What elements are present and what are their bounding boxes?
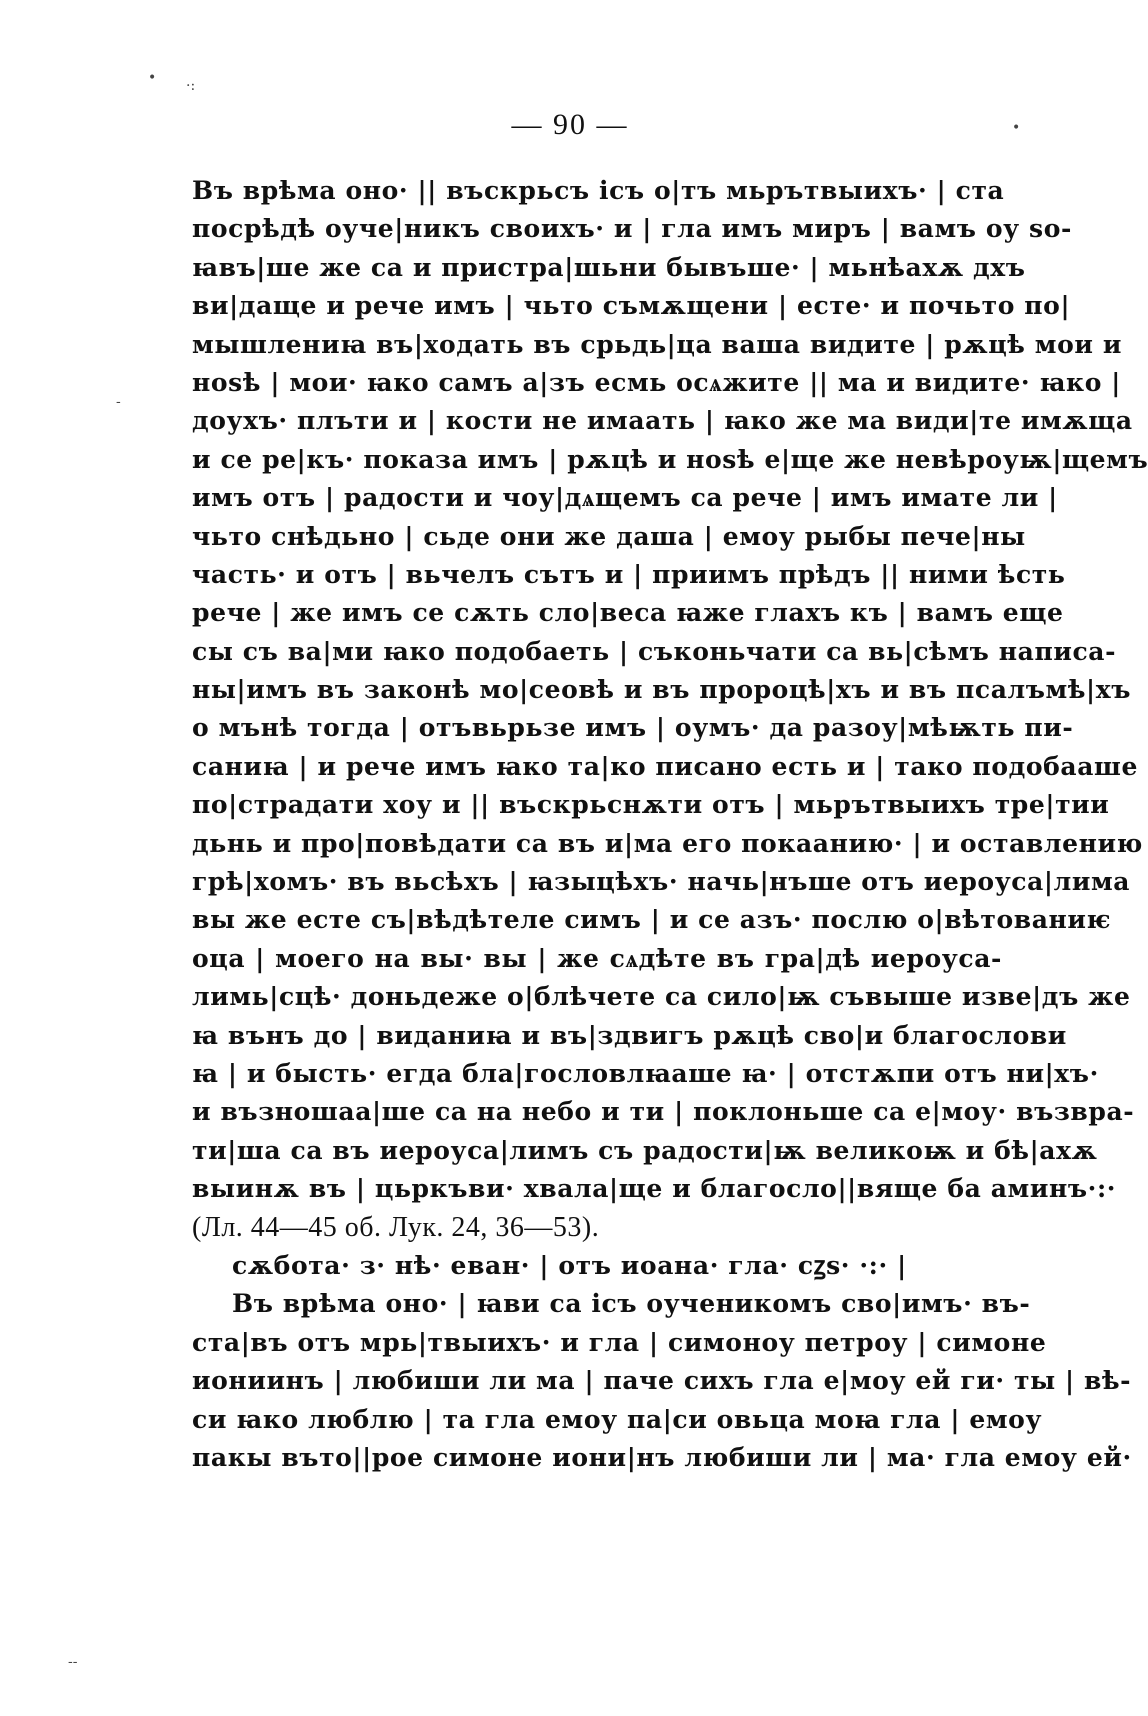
text-line: Въ врѣма оно· || въскрьсъ ісъ о|тъ мьрътвыихъ· | ста	[192, 176, 1005, 205]
text-line: чьто снѣдьно | сьде они же даша | емоу рыбы пече|ны	[192, 521, 1026, 551]
text-line: о мънѣ тогда | отъвьрьзе имъ | оумъ· да разоу|мѣѭть пи-	[192, 713, 1074, 743]
passage-text	[192, 172, 1148, 1477]
text-line: по|страдати хоу и || въскрьснѫти отъ | мьрътвыихъ тре|тии	[192, 790, 1110, 820]
text-line: и възношаа|ше са на небо и ти | поклоньше са е|моу· възвра-	[192, 1097, 1135, 1127]
margin-mark-1: •	[148, 70, 157, 86]
text-line: лимь|сцѣ· доньдеже о|блѣчете са сило|ѭ съвыше изве|дъ же	[192, 982, 1131, 1012]
text-line: ви|даще и рече имъ | чьто съмѫщени | есте· и почьто по|	[192, 291, 1071, 321]
text-line: и се ре|къ· показа имъ | рѫцѣ и ноѕѣ е|ще же невѣроуѭ|щемъ	[192, 444, 1148, 474]
margin-mark-4: -	[116, 394, 121, 410]
text-line: Въ врѣма оно· | ꙗви са ісъ оученикомъ сво|имъ· въ-	[232, 1289, 1031, 1319]
text-line: сы съ ва|ми ꙗко подобаеть | съконьчати са вь|сѣмъ написа-	[192, 636, 1117, 666]
text-line: мышлениꙗ въ|ходать въ срьдь|ца ваша видите | рѫцѣ мои и	[192, 329, 1122, 359]
text-line: доухъ· плъти и | кости не имаать | ꙗко же ма види|те имѫща	[192, 406, 1133, 436]
text-line: дьнь и про|повѣдати са въ и|ма его покаанию· | и оставлению	[192, 828, 1143, 858]
text-line: рече | же имъ се сѫть сло|веса ꙗже глахъ къ | вамъ еще	[192, 598, 1064, 628]
margin-mark-2: ·:	[186, 78, 196, 94]
text-line: иониинъ | любиши ли ма | паче сихъ гла е|моу ей ги· ты | вѣ-	[192, 1366, 1132, 1396]
margin-mark-5: --	[68, 1654, 78, 1670]
text-line: вы же есте съ|вѣдѣтеле симъ | и се азъ· послю о|вѣтованиѥ	[192, 905, 1112, 935]
text-line: выинѫ въ | цьркъви· хвала|ще и благосло||вяще ба аминъ·:·	[192, 1174, 1117, 1204]
text-line: оца | моего на вы· вы | же сѧдѣте въ гра|дѣ иероуса-	[192, 943, 1002, 973]
text-line: часть· и отъ | вьчелъ сътъ и | приимъ прѣдъ || ними ѣсть	[192, 559, 1066, 589]
text-line: посрѣдѣ оуче|никъ своихъ· и | гла имъ миръ | вамъ оу ѕо-	[192, 214, 1072, 244]
text-line: ти|ша са въ иероуса|лимъ съ радости|ѭ великоѭ и бѣ|ахѫ	[192, 1135, 1098, 1165]
text-line: саниꙗ | и рече имъ ꙗко та|ко писано есть и | тако подобааше	[192, 751, 1138, 781]
text-line: ꙗ | и бысть· егда бла|гословлꙗаше ꙗ· | отстѫпи отъ ни|хъ·	[192, 1058, 1099, 1088]
text-line: ны|имъ въ законѣ мо|сеовѣ и въ пророцѣ|хъ и въ псалъмѣ|хъ	[192, 675, 1131, 705]
text-line: си ꙗко люблю | та гла емоу па|си овьца моꙗ гла | емоу	[192, 1404, 1043, 1434]
citation: (Лл. 44—45 об. Лук. 24, 36—53).	[192, 1211, 600, 1243]
text-line: ста|въ отъ мрь|твыихъ· и гла | симоноу петроу | симоне	[192, 1327, 1047, 1357]
text-line: ꙗвъ|ше же са и пристра|шьни бывъше· | мьнѣахѫ дхъ	[192, 252, 1026, 282]
margin-mark-3: •	[1012, 120, 1021, 136]
text-line: грѣ|хомъ· въ вьсѣхъ | ꙗзыцѣхъ· начь|нъше отъ иероуса|лима	[192, 867, 1131, 897]
page-number: — 90 —	[511, 108, 629, 141]
text-line: пакы въто||рое симоне иони|нъ любиши ли | ма· гла емоу ей·	[192, 1442, 1132, 1472]
text-line: ноѕѣ | мои· ꙗко самъ а|зъ есмь осѧжите || ма и видите· ꙗко |	[192, 367, 1121, 397]
text-line: имъ отъ | радости и чоу|дѧщемъ са рече | имъ имате ли |	[192, 483, 1058, 513]
text-line: ꙗ вънъ до | виданиꙗ и въ|здвигъ рѫцѣ сво|и благослови	[192, 1020, 1067, 1050]
section-heading: сѫбота· з· нѣ· еван· | отъ иоана· гла· сꙁѕ· ·:· |	[232, 1250, 907, 1280]
